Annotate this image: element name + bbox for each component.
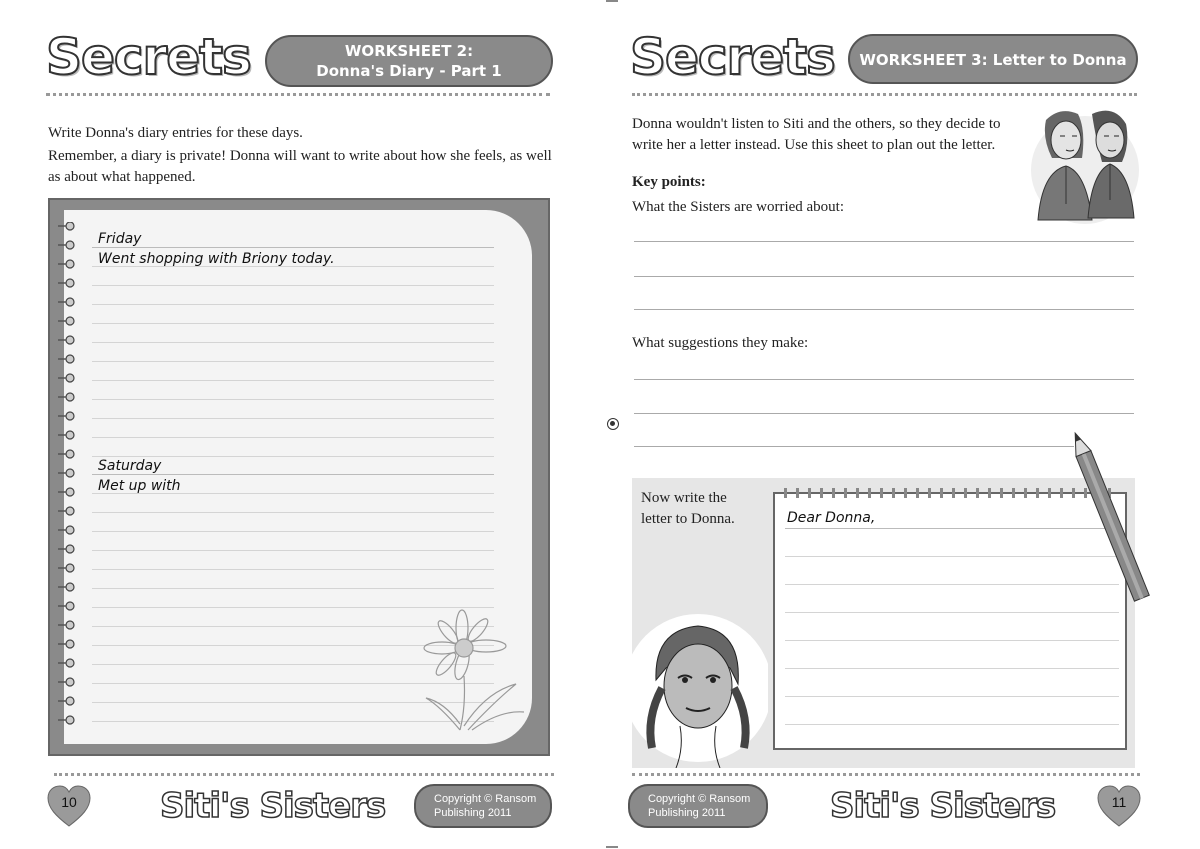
key-points-heading: Key points: <box>632 174 706 190</box>
crop-mark-top <box>606 0 618 2</box>
diary-entry-friday: Went shopping with Briony today. <box>98 251 335 267</box>
answer-line-5 <box>634 413 1134 414</box>
worksheet-2-title <box>265 35 553 87</box>
worksheet-2-subtitle: Donna's Diary - Part 1 <box>316 62 502 80</box>
secrets-logo-right: Secrets <box>630 28 835 86</box>
answer-line-6 <box>634 446 1074 447</box>
heart-page-number-right <box>1096 784 1142 828</box>
registration-mark <box>607 418 619 430</box>
answer-line-2 <box>634 276 1134 277</box>
letter-greeting: Dear Donna, <box>787 510 876 526</box>
flower-doodle <box>420 606 530 734</box>
copyright-line-1: Copyright © Ransom <box>434 793 537 805</box>
header-divider-right <box>632 93 1137 96</box>
diary-page <box>64 210 532 744</box>
sitis-sisters-logo-left: Siti's Sisters <box>160 786 386 826</box>
intro-text: Donna wouldn't listen to Siti and the others, so they decide to write her a letter instead. Use this sheet to plan out the letter. <box>632 116 1001 153</box>
write-prompt: Now write the letter to Donna. <box>641 490 735 527</box>
page-number-left: 10 <box>61 794 77 810</box>
worksheet-3-title: WORKSHEET 3: Letter to Donna <box>848 34 1138 84</box>
diary-day-friday: Friday <box>98 231 142 247</box>
answer-line-1 <box>634 241 1134 242</box>
instruction-1: Write Donna's diary entries for these days. <box>48 125 303 141</box>
diary-day-saturday: Saturday <box>98 458 162 474</box>
crop-mark-bottom <box>606 846 618 848</box>
heart-page-number-left <box>46 784 92 828</box>
page-number-right: 11 <box>1111 794 1127 810</box>
copyright-badge-left <box>414 784 552 828</box>
prompt-suggestions: What suggestions they make: <box>632 335 809 351</box>
copyright-line-1-right: Copyright © Ransom <box>648 793 751 805</box>
copyright-line-2-right: Publishing 2011 <box>648 807 726 819</box>
diary-entry-saturday: Met up with <box>98 478 181 494</box>
notepad-lines <box>785 494 1119 752</box>
diary-notebook <box>48 198 550 756</box>
copyright-line-2: Publishing 2011 <box>434 807 512 819</box>
answer-line-3 <box>634 309 1134 310</box>
donna-illustration <box>626 608 768 768</box>
pencil-illustration <box>1070 424 1150 610</box>
letter-panel <box>632 478 1135 768</box>
instruction-2: Remember, a diary is private! Donna will want to write about how she feels, as well as about what happened. <box>48 148 552 185</box>
two-girls-illustration <box>1030 100 1140 230</box>
spiral-binding <box>58 222 82 732</box>
worksheet-2-label: WORKSHEET 2: <box>344 42 474 60</box>
secrets-logo-left: Secrets <box>46 28 251 86</box>
answer-line-4 <box>634 379 1134 380</box>
prompt-worried-about: What the Sisters are worried about: <box>632 199 845 215</box>
header-divider-left <box>46 93 550 96</box>
sitis-sisters-logo-right: Siti's Sisters <box>830 786 1056 826</box>
copyright-badge-right <box>628 784 768 828</box>
footer-divider-right <box>632 773 1140 776</box>
footer-divider-left <box>54 773 554 776</box>
